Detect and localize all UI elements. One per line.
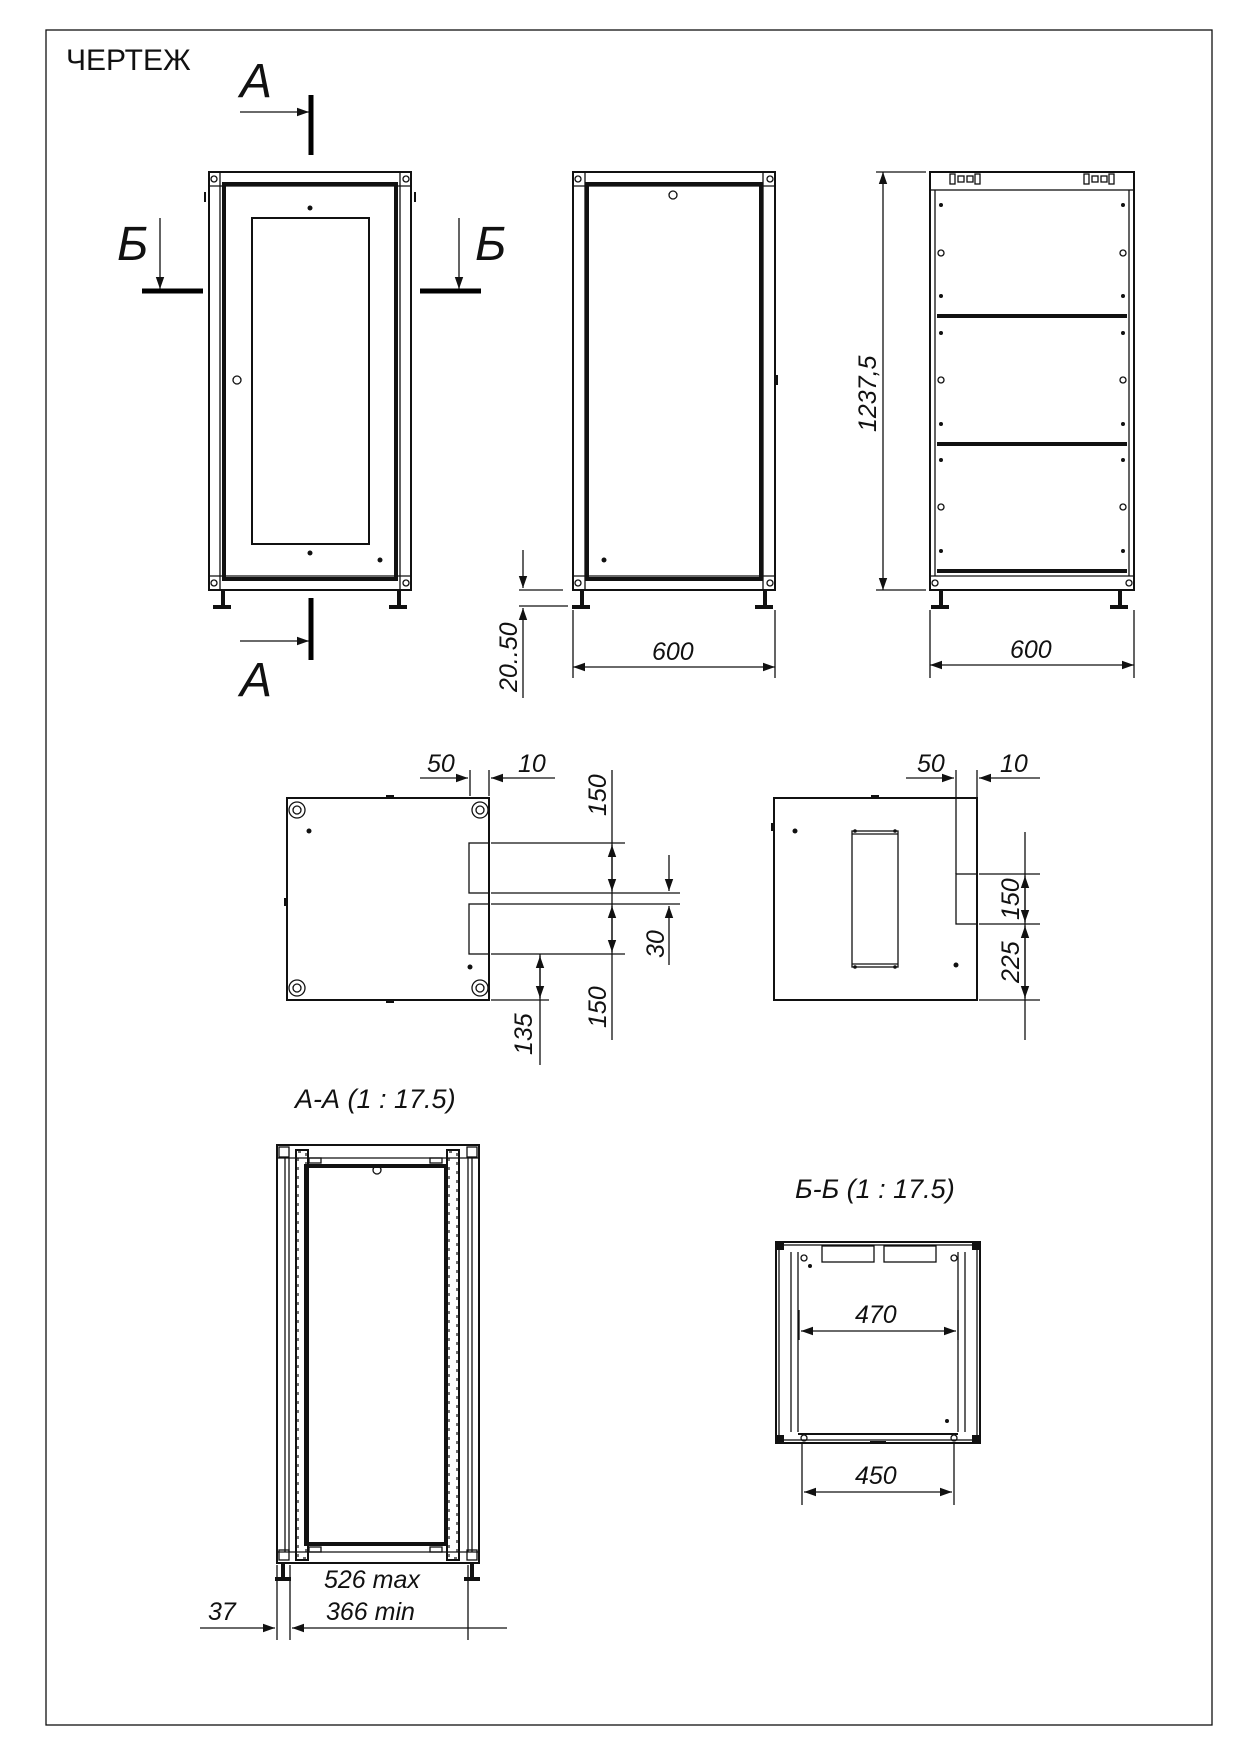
left-dim-30: 30 [642,930,670,958]
section-letter-b-right: Б [475,218,507,271]
section-aa-dimensions [200,1565,507,1640]
drawing-title: ЧЕРТЕЖ [66,44,191,77]
right-dim-10: 10 [1000,750,1028,778]
top-view-left [285,796,489,1002]
right-dim-225: 225 [997,941,1025,983]
front-dimensions [495,550,775,698]
section-mark-b-right [420,218,506,291]
aa-dim-min: 366 min [326,1598,415,1626]
right-dim-50: 50 [917,750,945,778]
section-mark-a-top [237,55,311,155]
section-letter-b-left: Б [117,218,149,271]
front-door-view [205,172,415,607]
bb-dim-450: 450 [855,1462,897,1490]
front-blank-view [572,172,777,607]
section-mark-b-left [117,218,203,291]
left-dim-135: 135 [510,1013,538,1055]
section-bb-view [776,1242,980,1443]
aa-dim-37: 37 [208,1598,236,1626]
top-view-right [772,796,977,1000]
left-dim-50: 50 [427,750,455,778]
side-frame-view [930,172,1134,607]
side-dimensions [854,172,1134,678]
aa-dim-max: 526 max [324,1566,420,1594]
section-mark-a-bottom [237,598,311,707]
section-bb-dimensions [799,1301,958,1505]
left-dim-10: 10 [518,750,546,778]
left-dim-150-bottom: 150 [584,986,612,1028]
side-width-label: 600 [1010,636,1052,664]
section-bb-label: Б-Б (1 : 17.5) [795,1174,955,1204]
front-width-label: 600 [652,638,694,666]
drawing-frame [46,30,1212,1725]
section-letter-a-top: А [240,55,273,108]
section-aa-label: А-А (1 : 17.5) [295,1084,456,1114]
left-dim-150-top: 150 [584,774,612,816]
right-dim-150: 150 [997,878,1025,920]
bb-dim-470: 470 [855,1301,897,1329]
side-height-label: 1237,5 [854,355,882,432]
section-aa-view [275,1145,480,1579]
adjust-height-label: 20..50 [495,622,523,692]
top-view-right-dimensions [906,750,1040,1040]
section-letter-a-bottom: А [240,654,273,707]
